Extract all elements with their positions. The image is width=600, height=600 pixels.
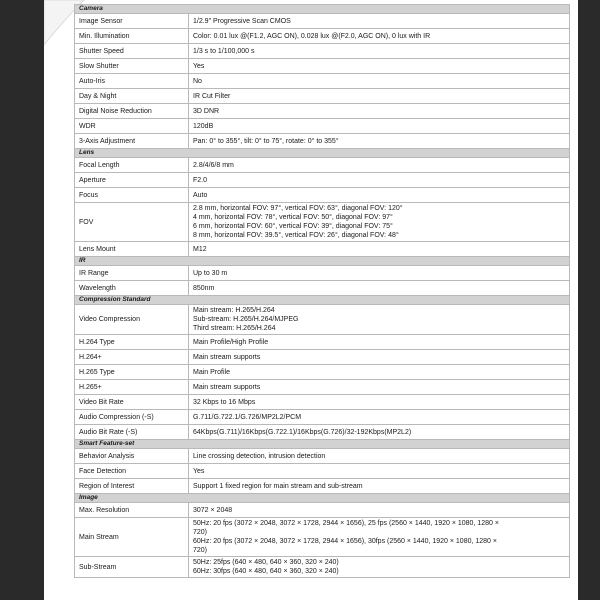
spec-row — [75, 89, 570, 104]
spec-label: Digital Noise Reduction — [75, 104, 189, 119]
spec-value — [189, 281, 570, 296]
spec-label: FOV — [75, 203, 189, 242]
spec-value-line: 2.8/4/6/8 mm — [193, 161, 234, 169]
spec-label: Face Detection — [75, 464, 189, 479]
spec-value-line: 1/3 s to 1/100,000 s — [193, 47, 255, 55]
spec-value-line: F2.0 — [193, 176, 208, 184]
spec-value-line: Main stream supports — [193, 383, 261, 391]
spec-label: Focus — [75, 188, 189, 203]
spec-label: H.264 Type — [75, 335, 189, 350]
spec-value — [189, 74, 570, 89]
spec-value-line: Main Profile — [193, 368, 230, 376]
spec-value — [189, 14, 570, 29]
spec-label: Audio Compression (-S) — [75, 410, 189, 425]
spec-row — [75, 518, 570, 557]
spec-row — [75, 425, 570, 440]
spec-value — [189, 335, 570, 350]
spec-value — [189, 395, 570, 410]
section-title: Compression Standard — [75, 296, 570, 305]
spec-value — [189, 518, 570, 557]
spec-value — [189, 242, 570, 257]
spec-value — [189, 380, 570, 395]
spec-row — [75, 242, 570, 257]
spec-value — [189, 503, 570, 518]
spec-value-line: Up to 30 m — [193, 269, 228, 277]
spec-label: Region of Interest — [75, 479, 189, 494]
spec-row — [75, 173, 570, 188]
spec-value-line: 720) — [193, 547, 208, 554]
spec-value-line: Yes — [193, 62, 205, 70]
spec-label: H.265+ — [75, 380, 189, 395]
section-header — [75, 494, 570, 503]
spec-row — [75, 557, 570, 578]
spec-value — [189, 173, 570, 188]
spec-label: Day & Night — [75, 89, 189, 104]
spec-value-line: 3D DNR — [193, 107, 220, 115]
spec-label: Aperture — [75, 173, 189, 188]
spec-label: H.264+ — [75, 350, 189, 365]
spec-value-line: 64Kbps(G.711)/16Kbps(G.722.1)/16Kbps(G.726)/32-192Kbps(MP2L2) — [193, 428, 412, 436]
section-header — [75, 257, 570, 266]
spec-value-line: Color: 0.01 lux @(F1.2, AGC ON), 0.028 lux @(F2.0, AGC ON), 0 lux with IR — [193, 32, 431, 40]
spec-value-line: 8 mm, horizontal FOV: 39.5°, vertical FOV: 26°, diagonal FOV: 48° — [193, 232, 399, 239]
spec-value-line: 32 Kbps to 16 Mbps — [193, 398, 256, 406]
spec-value — [189, 266, 570, 281]
spec-value-line: 3072 × 2048 — [193, 506, 233, 514]
spec-value — [189, 449, 570, 464]
spec-label: Wavelength — [75, 281, 189, 296]
spec-label: Min. Illumination — [75, 29, 189, 44]
spec-value — [189, 29, 570, 44]
spec-row — [75, 410, 570, 425]
spec-label: IR Range — [75, 266, 189, 281]
spec-row — [75, 281, 570, 296]
spec-label: H.265 Type — [75, 365, 189, 380]
spec-row — [75, 74, 570, 89]
spec-value-line: 6 mm, horizontal FOV: 60°, vertical FOV: 39°, diagonal FOV: 75° — [193, 223, 393, 230]
spec-value-line: Main stream: H.265/H.264 — [193, 307, 275, 314]
section-title: Image — [75, 494, 570, 503]
spec-value-line: 720) — [193, 529, 208, 536]
spec-value-line: 60Hz: 30fps (640 × 480, 640 × 360, 320 × 240) — [193, 568, 339, 575]
spec-value — [189, 188, 570, 203]
spec-row — [75, 479, 570, 494]
spec-value — [189, 365, 570, 380]
spec-value-line: M12 — [193, 245, 207, 253]
spec-value — [189, 134, 570, 149]
spec-label: Audio Bit Rate (-S) — [75, 425, 189, 440]
spec-row — [75, 449, 570, 464]
spec-row — [75, 119, 570, 134]
spec-value — [189, 410, 570, 425]
spec-value — [189, 350, 570, 365]
spec-value-line: 50Hz: 25fps (640 × 480, 640 × 360, 320 × 240) — [193, 559, 339, 566]
spec-label: Shutter Speed — [75, 44, 189, 59]
section-title: IR — [75, 257, 570, 266]
spec-row — [75, 59, 570, 74]
spec-label: Auto-Iris — [75, 74, 189, 89]
spec-row — [75, 158, 570, 173]
spec-value — [189, 104, 570, 119]
spec-value-line: Auto — [193, 191, 208, 199]
spec-value — [189, 557, 570, 578]
spec-value — [189, 89, 570, 104]
spec-value-line: Support 1 fixed region for main stream and sub-stream — [193, 482, 363, 490]
spec-value — [189, 158, 570, 173]
spec-value-line: 60Hz: 20 fps (3072 × 2048, 3072 × 1728, 2944 × 1656), 30fps (2560 × 1440, 1920 × 1080, 1280 × — [193, 538, 497, 545]
spec-value — [189, 44, 570, 59]
spec-row — [75, 395, 570, 410]
spec-value-line: Line crossing detection, intrusion detection — [193, 452, 326, 460]
section-title: Camera — [75, 5, 570, 14]
spec-value-line: Third stream: H.265/H.264 — [193, 325, 276, 332]
spec-row — [75, 44, 570, 59]
spec-row — [75, 503, 570, 518]
spec-value-line: 850nm — [193, 284, 215, 292]
spec-row — [75, 188, 570, 203]
spec-label: WDR — [75, 119, 189, 134]
section-title: Smart Feature-set — [75, 440, 570, 449]
spec-value-line: 50Hz: 20 fps (3072 × 2048, 3072 × 1728, 2944 × 1656), 25 fps (2560 × 1440, 1920 × 1080, 1280 × — [193, 520, 499, 527]
spec-label: Behavior Analysis — [75, 449, 189, 464]
spec-value-line: 1/2.9" Progressive Scan CMOS — [193, 17, 291, 25]
spec-value — [189, 425, 570, 440]
spec-value-line: Sub-stream: H.265/H.264/MJPEG — [193, 316, 299, 323]
spec-sheet-page — [44, 0, 578, 600]
spec-label: Max. Resolution — [75, 503, 189, 518]
section-header — [75, 440, 570, 449]
spec-value — [189, 59, 570, 74]
spec-value-line: 2.8 mm, horizontal FOV: 97°, vertical FOV: 63°, diagonal FOV: 120° — [193, 205, 403, 212]
spec-label: 3-Axis Adjustment — [75, 134, 189, 149]
spec-value-line: 4 mm, horizontal FOV: 78°, vertical FOV: 50°, diagonal FOV: 97° — [193, 214, 393, 221]
spec-value-line: Main stream supports — [193, 353, 261, 361]
spec-label: Sub-Stream — [75, 557, 189, 578]
spec-value — [189, 203, 570, 242]
spec-row — [75, 350, 570, 365]
spec-value-line: Main Profile/High Profile — [193, 338, 269, 346]
spec-value-line: G.711/G.722.1/G.726/MP2L2/PCM — [193, 413, 302, 421]
spec-value-line: Yes — [193, 467, 205, 475]
specification-table — [74, 4, 570, 578]
spec-row — [75, 464, 570, 479]
section-title: Lens — [75, 149, 570, 158]
spec-row — [75, 29, 570, 44]
spec-row — [75, 14, 570, 29]
spec-value — [189, 305, 570, 335]
spec-value — [189, 119, 570, 134]
section-header — [75, 149, 570, 158]
spec-row — [75, 203, 570, 242]
spec-label: Main Stream — [75, 518, 189, 557]
spec-row — [75, 365, 570, 380]
spec-label: Focal Length — [75, 158, 189, 173]
section-header — [75, 296, 570, 305]
spec-label: Image Sensor — [75, 14, 189, 29]
spec-row — [75, 104, 570, 119]
spec-row — [75, 335, 570, 350]
spec-value-line: Pan: 0° to 355°, tilt: 0° to 75°, rotate: 0° to 355° — [193, 137, 339, 145]
spec-value — [189, 464, 570, 479]
spec-label: Video Bit Rate — [75, 395, 189, 410]
spec-row — [75, 380, 570, 395]
spec-label: Lens Mount — [75, 242, 189, 257]
spec-value — [189, 479, 570, 494]
spec-value-line: No — [193, 77, 202, 85]
spec-value-line: IR Cut Filter — [193, 92, 231, 100]
spec-row — [75, 266, 570, 281]
spec-row — [75, 305, 570, 335]
spec-value-line: 120dB — [193, 122, 214, 130]
section-header — [75, 5, 570, 14]
spec-label: Slow Shutter — [75, 59, 189, 74]
spec-row — [75, 134, 570, 149]
spec-label: Video Compression — [75, 305, 189, 335]
